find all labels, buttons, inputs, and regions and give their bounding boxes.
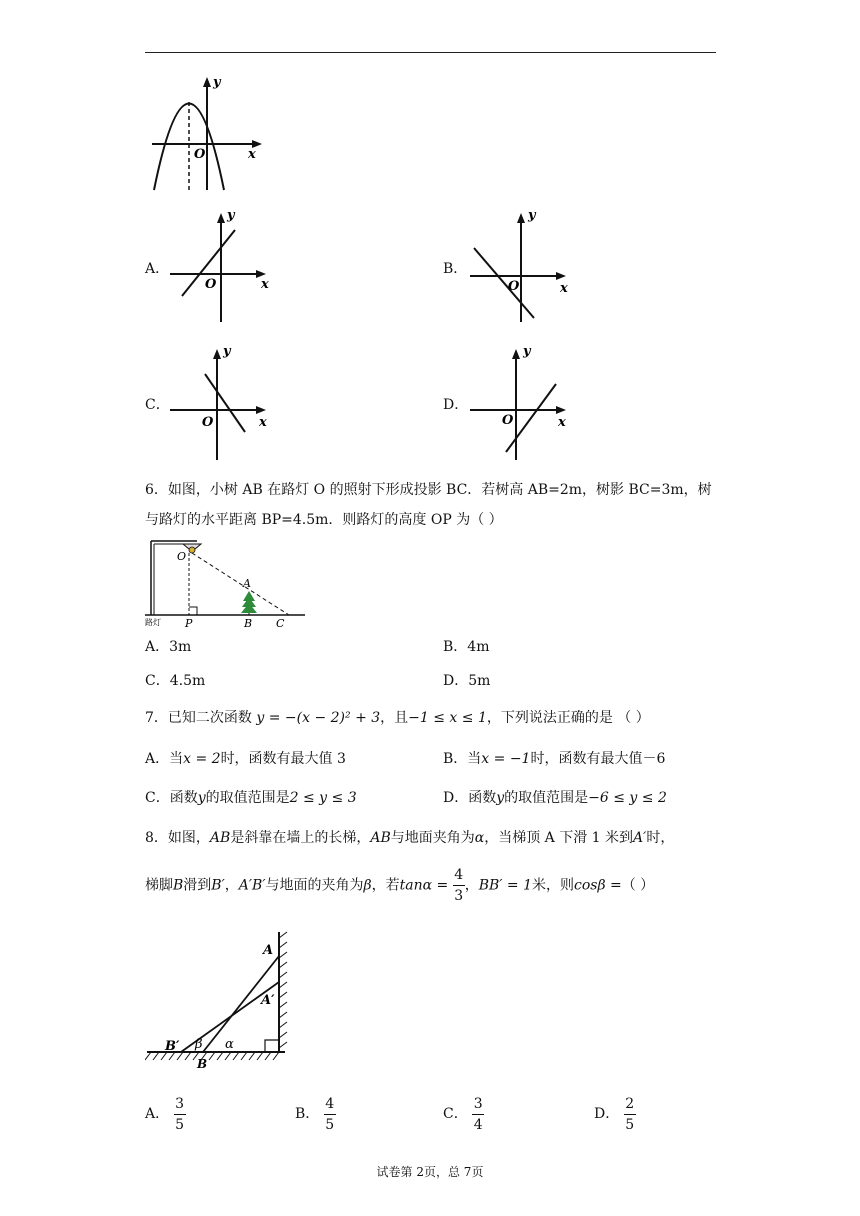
- q6-option-d[interactable]: D．5m: [443, 673, 491, 689]
- point-p-label: P: [185, 617, 193, 630]
- option-label: D．: [594, 1106, 620, 1122]
- y-axis-label: y: [227, 208, 235, 223]
- option-label: B．: [295, 1106, 320, 1122]
- q8-line2-a: 梯脚: [145, 877, 173, 894]
- q8-line1-ab2: AB: [370, 830, 391, 846]
- q8-ladder-figure: [145, 928, 295, 1068]
- q8-line2-d: ，: [224, 877, 239, 894]
- q7-option-b-math: x = −1: [481, 751, 531, 767]
- q7-option-d[interactable]: [443, 789, 667, 807]
- q8-line2-ab-prime: A′B′: [238, 877, 266, 894]
- q8-line2-tan: tanα =: [399, 877, 449, 894]
- q8-option-b[interactable]: [295, 1092, 336, 1136]
- q8-line2-beta: β: [363, 877, 372, 894]
- option-fraction: [472, 1095, 484, 1134]
- q8-line1-ab: AB: [209, 830, 231, 846]
- q6-option-c[interactable]: C．4.5m: [145, 673, 206, 689]
- q5-option-d-graph[interactable]: [462, 340, 577, 464]
- q7-option-c-var: y: [197, 790, 206, 806]
- q7-option-d-mid: 的取值范围是: [504, 790, 589, 806]
- q8-line2-i: （ ）: [621, 877, 655, 894]
- q8-line1-e: 时，: [646, 830, 675, 846]
- q5-option-a-label[interactable]: A．: [145, 261, 170, 277]
- q7-stem: [145, 709, 650, 727]
- q7-option-c-mid: 的取值范围是: [205, 790, 290, 806]
- q5-option-a-graph[interactable]: [165, 204, 275, 326]
- q8-line2-h: 米，则: [532, 877, 574, 894]
- point-a-label: A: [243, 577, 251, 590]
- q7-option-c-math: 2 ≤ y ≤ 3: [289, 790, 357, 806]
- q5-option-c-label[interactable]: C．: [145, 397, 170, 413]
- point-o-label: O: [177, 550, 187, 563]
- option-fraction: [174, 1095, 186, 1134]
- point-a-label: A: [263, 943, 274, 958]
- point-b-label: B: [244, 617, 253, 630]
- q8-option-d[interactable]: [594, 1092, 636, 1136]
- q6-stem-line2: 与路灯的水平距离 BP=4.5m．则路灯的高度 OP 为（ ）: [145, 512, 503, 528]
- fraction-numerator: 3: [175, 1095, 185, 1112]
- angle-beta-label: β: [195, 1037, 203, 1052]
- q7-option-b-suffix: 时，函数有最大值－6: [530, 751, 666, 767]
- q7-option-c[interactable]: [145, 789, 357, 807]
- origin-label: O: [202, 415, 214, 430]
- y-axis-label: y: [213, 75, 221, 90]
- q6-stem-line1: 6．如图，小树 AB 在路灯 O 的照射下形成投影 BC．若树高 AB=2m，树影 BC=3m，树: [145, 482, 712, 498]
- point-a-prime-label: A′: [261, 993, 275, 1008]
- q7-option-d-prefix: D．函数: [443, 790, 497, 806]
- fraction-numerator: 2: [625, 1095, 635, 1112]
- page-footer: 试卷第 2页，总 7页: [376, 1165, 484, 1179]
- fraction-denominator: 4: [473, 1116, 483, 1133]
- origin-label: O: [502, 413, 514, 428]
- lamp-label: 路灯: [145, 618, 161, 627]
- q8-line1-d: ，当梯顶 A 下滑 1 米到: [484, 830, 634, 846]
- fraction-denominator: 5: [325, 1116, 335, 1133]
- origin-label: O: [508, 279, 520, 294]
- q7-option-a-prefix: A．当: [145, 751, 184, 767]
- q8-line2-bb: BB′ = 1: [478, 877, 532, 894]
- option-fraction: [324, 1095, 336, 1134]
- fraction-denominator: 5: [625, 1116, 635, 1133]
- q7-stem-prefix: 7．已知二次函数: [145, 710, 252, 726]
- q7-stem-suffix: ，下列说法正确的是 （ ）: [486, 710, 650, 726]
- q5-option-b-graph[interactable]: [462, 204, 577, 326]
- q8-stem-line1: [145, 829, 674, 847]
- fraction-denominator: 5: [175, 1116, 185, 1133]
- point-b-label: B: [197, 1057, 208, 1068]
- header-rule: [145, 52, 716, 53]
- q7-option-b-prefix: B．当: [443, 751, 482, 767]
- parabola-graph: [140, 72, 270, 194]
- q8-line1-a-prime: A′: [633, 830, 647, 846]
- q8-option-a[interactable]: [145, 1092, 186, 1136]
- q7-option-a[interactable]: [145, 750, 346, 768]
- option-fraction: [624, 1095, 636, 1134]
- q8-line1-c: 与地面夹角为: [390, 830, 475, 846]
- q7-option-d-var: y: [496, 790, 505, 806]
- x-axis-label: x: [261, 277, 269, 292]
- q6-option-b[interactable]: B．4m: [443, 639, 490, 655]
- q8-stem-line2: [145, 866, 654, 906]
- q8-line2-f: ，若: [371, 877, 400, 894]
- q8-line1-a: 8．如图，: [145, 830, 210, 846]
- q7-option-c-prefix: C．函数: [145, 790, 198, 806]
- q7-domain-range: −1 ≤ x ≤ 1: [408, 710, 487, 726]
- q8-line2-e: 与地面的夹角为: [265, 877, 364, 894]
- q8-line1-alpha: α: [474, 830, 485, 846]
- fraction-denominator: 3: [454, 888, 464, 904]
- point-c-label: C: [276, 617, 285, 630]
- origin-label: O: [194, 147, 206, 162]
- point-b-prime-label: B′: [165, 1039, 180, 1054]
- q8-tan-fraction: [453, 866, 465, 905]
- q6-lamp-figure: [143, 535, 308, 630]
- q5-option-c-graph[interactable]: [165, 340, 275, 464]
- q7-option-a-suffix: 时，函数有最大值 3: [220, 751, 346, 767]
- q7-stem-mid: ，且: [380, 710, 409, 726]
- x-axis-label: x: [558, 415, 566, 430]
- q7-option-a-math: x = 2: [183, 751, 221, 767]
- fraction-numerator: 4: [454, 867, 464, 883]
- y-axis-label: y: [528, 208, 536, 223]
- q8-option-c[interactable]: [443, 1092, 484, 1136]
- x-axis-label: x: [560, 281, 568, 296]
- fraction-numerator: 3: [473, 1095, 483, 1112]
- q6-option-a[interactable]: A．3m: [145, 639, 192, 655]
- q7-option-b[interactable]: [443, 750, 665, 768]
- option-label: C．: [443, 1106, 468, 1122]
- q8-line2-b-prime: B′: [211, 877, 225, 894]
- q8-line1-b: 是斜靠在墙上的长梯，: [230, 830, 371, 846]
- angle-alpha-label: α: [225, 1037, 234, 1052]
- q8-line2-b: B: [173, 877, 184, 894]
- y-axis-label: y: [523, 344, 531, 359]
- q8-line2-c: 滑到: [183, 877, 212, 894]
- q5-option-d-label[interactable]: D．: [443, 397, 469, 413]
- y-axis-label: y: [223, 344, 231, 359]
- q5-option-b-label[interactable]: B．: [443, 261, 468, 277]
- q8-line2-g: ，: [464, 877, 479, 894]
- q7-option-d-math: −6 ≤ y ≤ 2: [588, 790, 667, 806]
- x-axis-label: x: [248, 147, 256, 162]
- fraction-numerator: 4: [325, 1095, 335, 1112]
- q8-line2-cos: cosβ =: [574, 877, 622, 894]
- q7-function-formula: y = −(x − 2)² + 3: [256, 710, 381, 726]
- option-label: A．: [145, 1106, 170, 1122]
- x-axis-label: x: [259, 415, 267, 430]
- origin-label: O: [205, 277, 217, 292]
